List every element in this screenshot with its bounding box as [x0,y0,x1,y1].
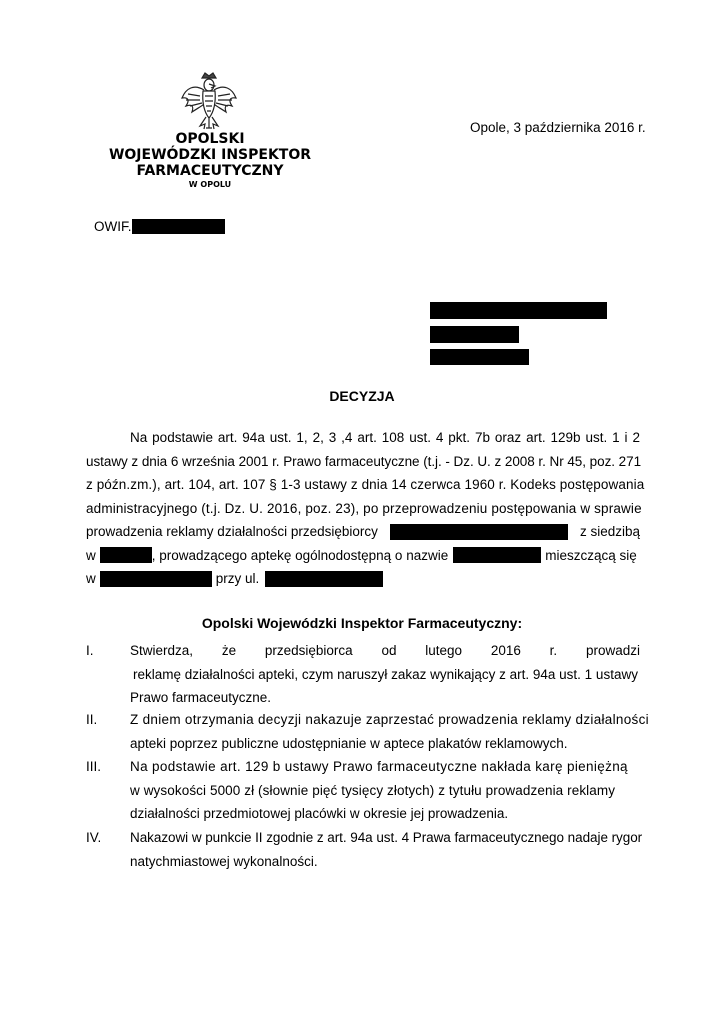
item-4-line-1: Nakazowi w punkcie II zgodnie z art. 94a ust. 4 Prawa farmaceutycznego nadaje rygor [130,830,643,845]
redaction-bar [265,571,383,587]
reference-number [94,219,225,234]
basis-line-7 [86,567,640,591]
reference-prefix: OWIF. [94,219,132,234]
redaction-bar [100,547,152,563]
basis-line-6 [86,544,640,568]
basis-line-6-start: w [86,547,96,563]
word: pkt. [448,430,471,445]
issuing-office [100,131,320,190]
item-number: I. [86,643,94,658]
word: lutego [425,643,463,658]
item-3-line-1: Na podstawie art. 129 b ustawy Prawo farmaceutyczne nakłada karę pieniężną [130,759,628,774]
word: Na [130,430,148,445]
word: Stwierdza, [130,643,194,658]
redaction-bar [390,524,568,540]
item-1-line-3: Prawo farmaceutyczne. [130,690,272,705]
item-2-line-2: apteki poprzez publiczne udostępnianie w aptece plakatów reklamowych. [130,735,568,751]
word: ,4 [341,430,353,445]
word: 108 [381,430,405,445]
decision-item-2 [86,708,649,755]
decision-item-4 [86,826,643,873]
word: 1, [296,430,308,445]
basis-line-5-end: z siedzibą [579,524,640,539]
office-line-2: WOJEWÓDZKI INSPEKTOR [108,147,312,163]
word: 7b [474,430,490,445]
decision-subheading: Opolski Wojewódzki Inspektor Farmaceutyczny: [201,615,523,631]
word: 129b [550,430,581,445]
word: 3 [328,430,337,445]
basis-line-7-middle: przy ul. [215,571,260,586]
word: 2 [632,430,640,445]
item-number: III. [86,759,102,774]
addressee-redaction-line-2 [430,326,519,343]
word: 1 [612,430,620,445]
basis-line-6-middle: , prowadzącego aptekę ogólnodostępną o nazwie [151,547,449,563]
item-3-line-2: w wysokości 5000 zł (słownie pięć tysięcy złotych) z tytułu prowadzenia reklamy [130,782,616,798]
decision-item-3 [86,755,640,826]
item-3-line-3: działalności przedmiotowej placówki w okresie jej prowadzenia. [130,806,509,821]
word: art. [526,430,546,445]
item-4-line-2: natychmiastowej wykonalności. [130,853,318,869]
item-1-line-2: reklamę działalności apteki, czym naruszył zakaz wynikający z art. 94a ust. 1 ustawy [133,666,638,682]
office-line-1: OPOLSKI [175,131,245,147]
word: przedsiębiorca [264,643,353,658]
word: 94a [242,430,265,445]
basis-line-5-start: prowadzenia reklamy działalności przedsiębiorcy [86,524,378,539]
word: podstawie [152,430,213,445]
item-number: IV. [86,830,102,845]
word: od [381,643,397,658]
basis-line-4: administracyjnego (t.j. Dz. U. 2016, poz. 23), po przeprowadzeniu postępowania w sprawie [86,500,642,516]
word: art. [357,430,377,445]
document-date: Opole, 3 października 2016 r. [470,120,646,135]
word: 2016 [490,643,521,658]
word: że [221,643,237,658]
basis-line-7-start: w [86,571,96,586]
item-number: II. [86,712,98,727]
basis-line-6-end: mieszczącą się [545,547,637,563]
word: 2, [312,430,324,445]
office-line-3: FARMACEUTYCZNY [136,163,284,179]
redaction-bar [132,219,225,234]
word: oraz [494,430,522,445]
polish-eagle-emblem-icon [180,70,238,130]
word: ust. [409,430,431,445]
redaction-bar [453,547,541,563]
office-line-4: W OPOLU [188,180,232,189]
basis-line-3: z późn.zm.), art. 104, art. 107 § 1-3 ustawy z dnia 14 czerwca 1960 r. Kodeks postępowania [86,477,645,492]
legal-basis-paragraph [86,426,645,591]
decision-title: DECYZJA [329,388,395,404]
decision-item-1 [86,639,640,710]
redaction-bar [100,571,212,587]
word: ust. [585,430,608,445]
word: prowadzi [585,643,640,658]
word: i [624,430,628,445]
basis-line-2: ustawy z dnia 6 września 2001 r. Prawo farmaceutyczne (t.j. - Dz. U. z 2008 r. Nr 45, poz. 271 [86,453,642,469]
item-2-line-1: Z dniem otrzymania decyzji nakazuje zaprzestać prowadzenia reklamy działalności [130,712,649,727]
item-1-line-1 [130,639,640,663]
basis-line-5 [86,520,640,544]
word: 4 [435,430,444,445]
addressee-redaction-line-3 [430,349,529,365]
word: ust. [269,430,292,445]
word: r. [549,643,558,658]
basis-line-1 [130,426,640,450]
word: art. [217,430,238,445]
addressee-redaction-line-1 [430,302,607,319]
